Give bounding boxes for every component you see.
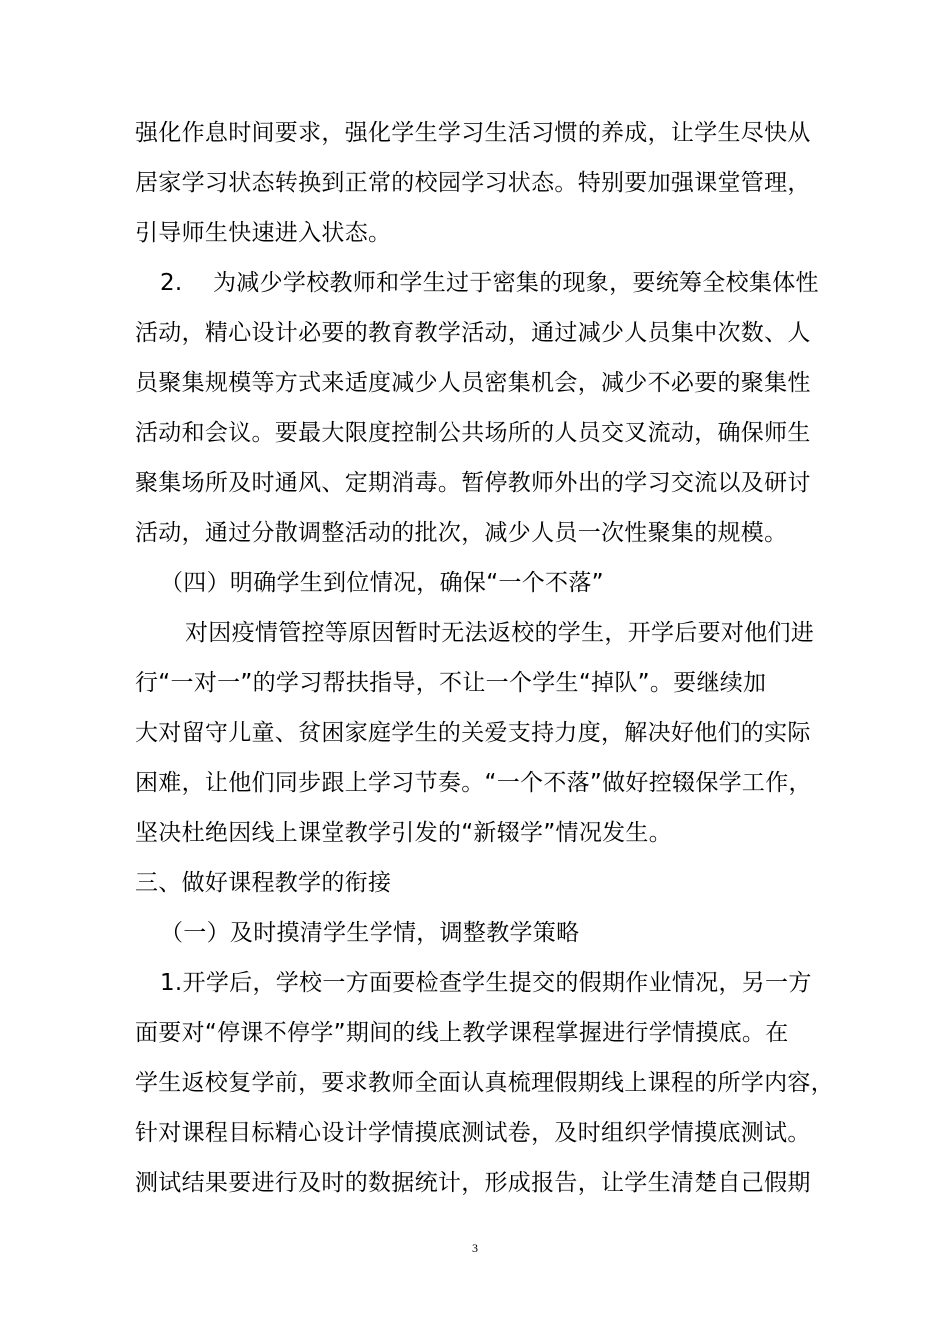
body-text-line: 面要对“停课不停学”期间的线上教学课程掌握进行学情摸底。在 [135,1020,789,1046]
body-text-line: 强化作息时间要求，强化学生学习生活习惯的养成，让学生尽快从 [135,120,811,146]
body-text-line: 居家学习状态转换到正常的校园学习状态。特别要加强课堂管理， [135,170,811,196]
body-text-line: 学生返校复学前，要求教师全面认真梳理假期线上课程的所学内容， [135,1070,834,1096]
body-text-line: 活动，精心设计必要的教育教学活动，通过减少人员集中次数、人 [135,320,811,346]
section-heading: 三、做好课程教学的衔接 [135,870,392,896]
body-text-line: 活动，通过分散调整活动的批次，减少人员一次性聚集的规模。 [135,520,788,546]
body-text-line: 测试结果要进行及时的数据统计，形成报告，让学生清楚自己假期 [135,1170,811,1196]
body-text-line: 针对课程目标精心设计学情摸底测试卷，及时组织学情摸底测试。 [135,1120,811,1146]
body-text-line: 活动和会议。要最大限度控制公共场所的人员交叉流动，确保师生 [135,420,811,446]
page-number: 3 [472,1241,478,1255]
body-text-line: 困难，让他们同步跟上学习节奏。“一个不落”做好控辍保学工作， [135,770,812,796]
numbered-paragraph-start: 1.开学后，学校一方面要检查学生提交的假期作业情况，另一方 [160,970,812,996]
paragraph-first-line: 对因疫情管控等原因暂时无法返校的学生，开学后要对他们进 [185,620,815,646]
body-text-line: 坚决杜绝因线上课堂教学引发的“新辍学”情况发生。 [135,820,673,846]
body-text-line: 员聚集规模等方式来适度减少人员密集机会，减少不必要的聚集性 [135,370,811,396]
numbered-paragraph-start: 2. 为减少学校教师和学生过于密集的现象，要统筹全校集体性 [160,270,819,296]
body-text-line: 大对留守儿童、贫困家庭学生的关爱支持力度，解决好他们的实际 [135,720,811,746]
section-subheading: （一）及时摸清学生学情，调整教学策略 [160,920,580,946]
body-text-line: 引导师生快速进入状态。 [135,220,392,246]
body-text-line: 行“一对一”的学习帮扶指导，不让一个学生“掉队”。要继续加 [135,670,767,696]
body-text-line: 聚集场所及时通风、定期消毒。暂停教师外出的学习交流以及研讨 [135,470,811,496]
section-subheading: （四）明确学生到位情况，确保“一个不落” [160,570,604,596]
